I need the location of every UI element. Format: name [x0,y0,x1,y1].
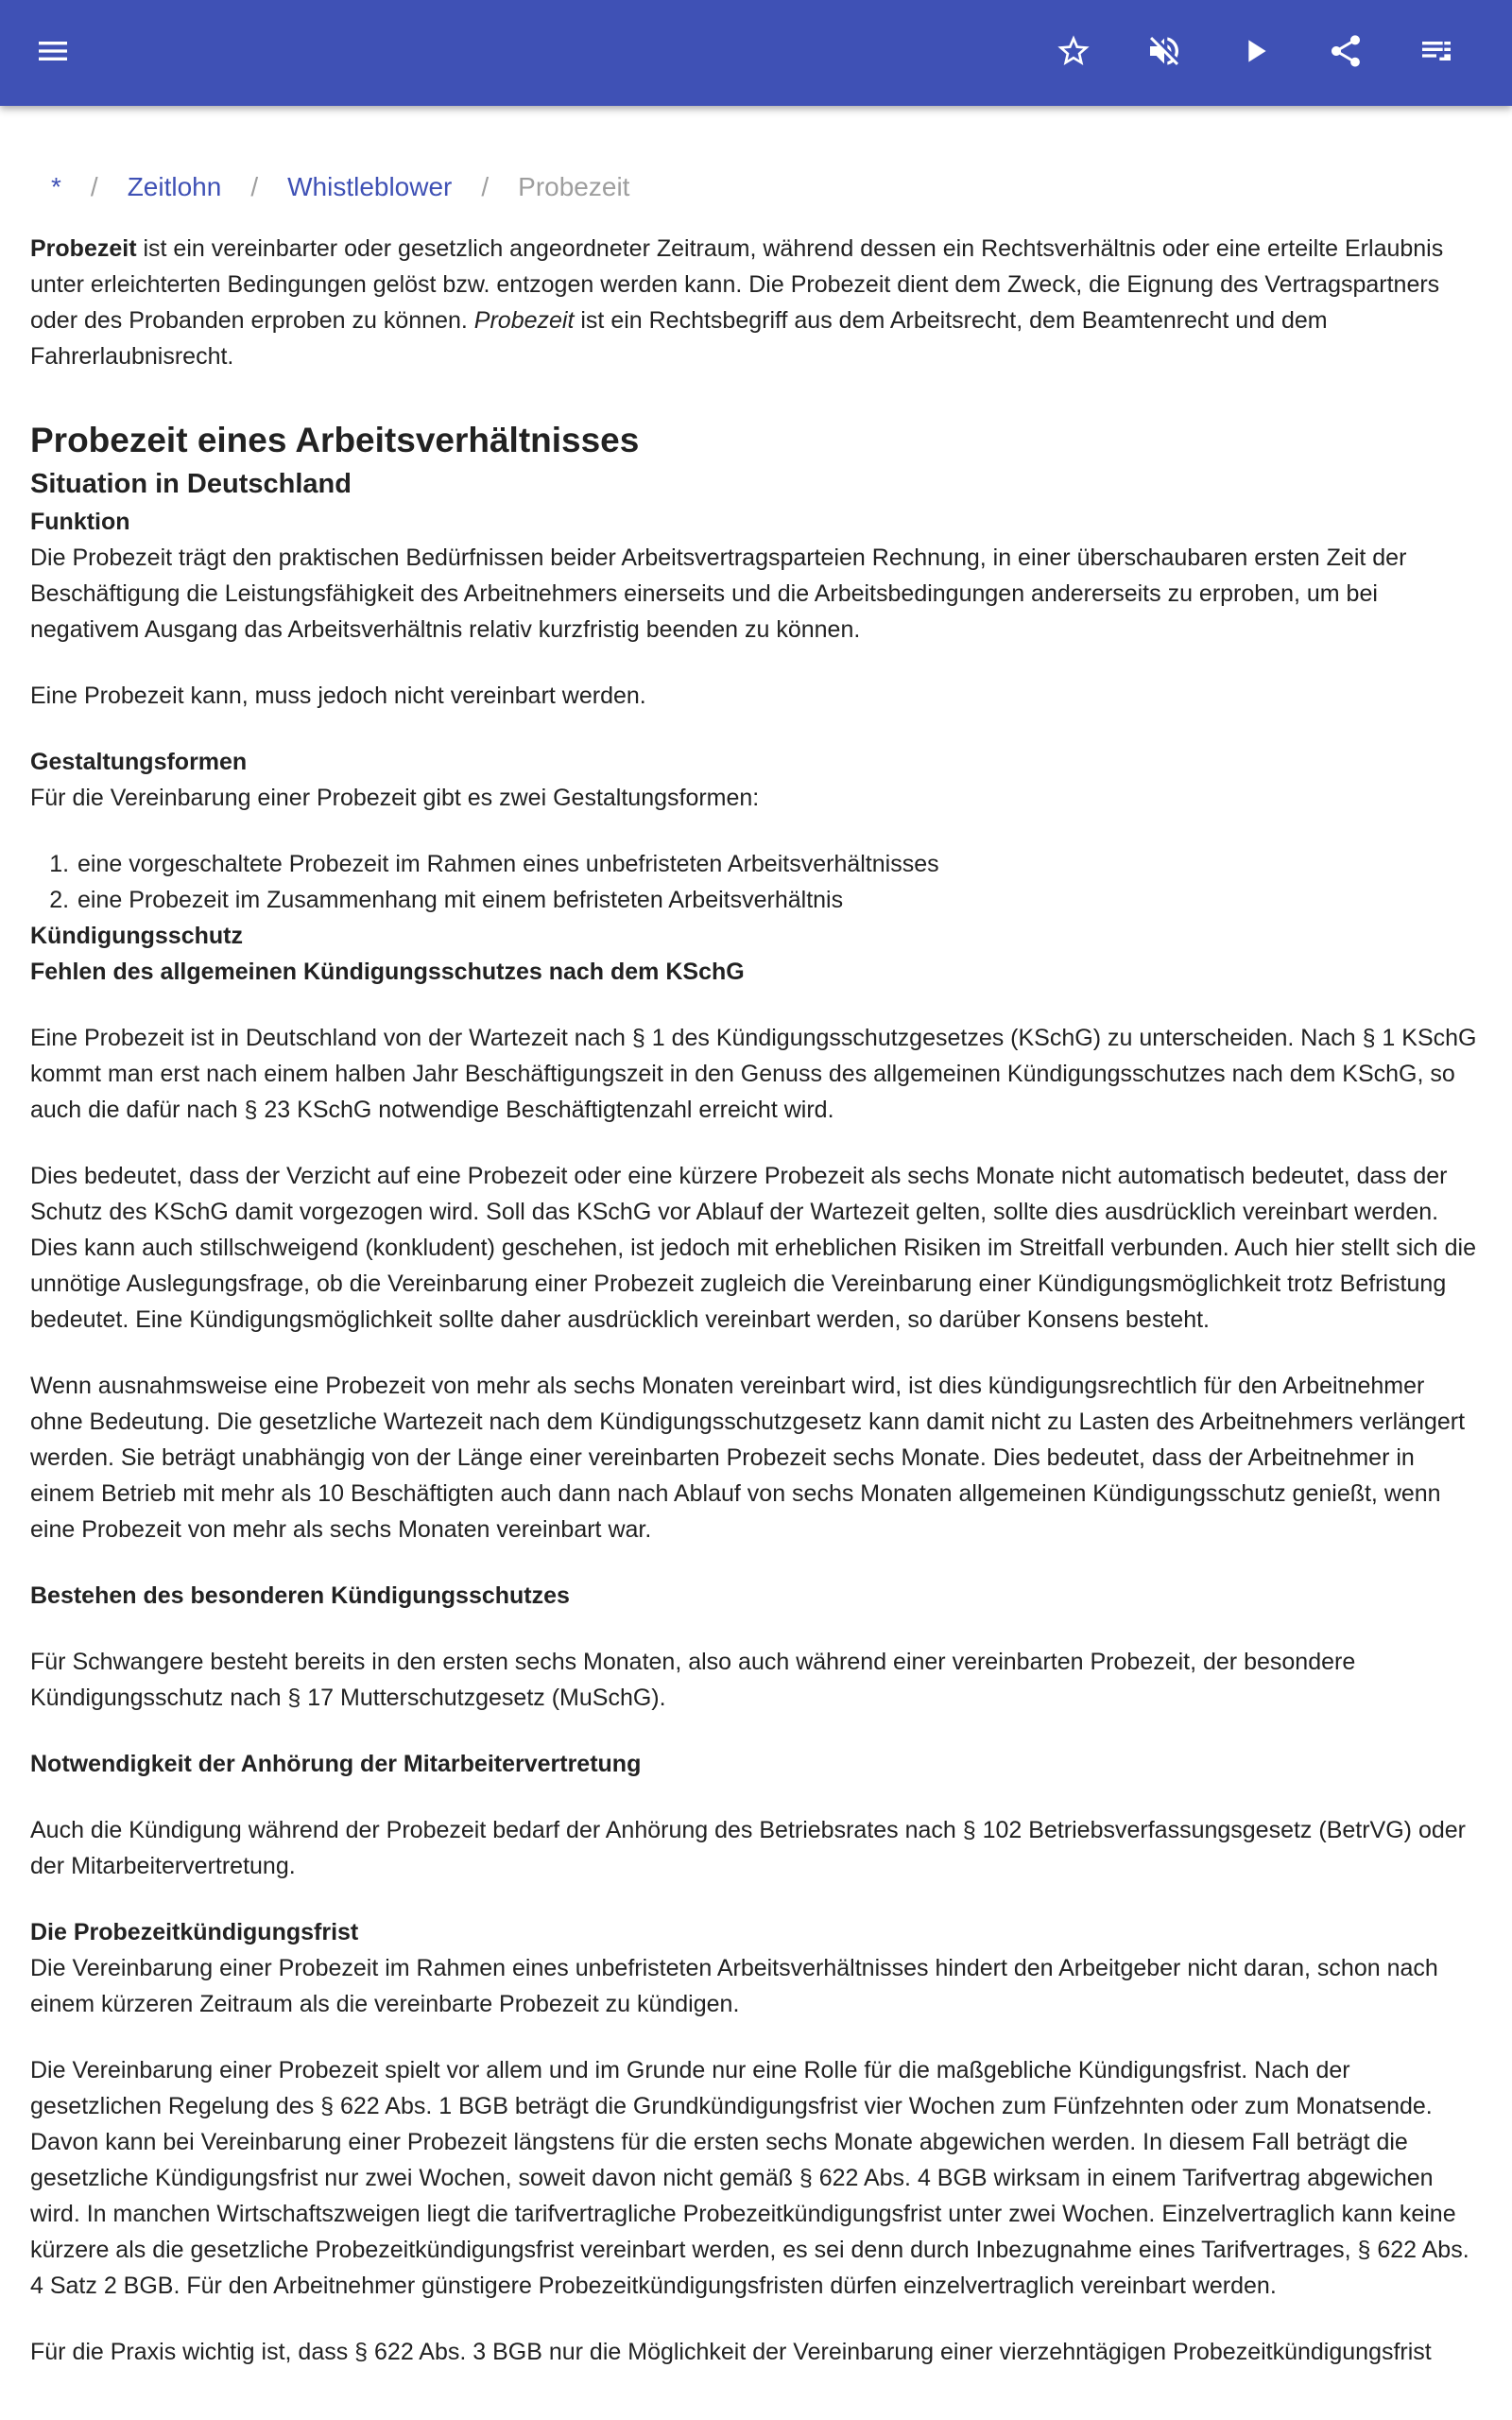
intro-text-1: ist ein vereinbarter oder gesetzlich angeordneter Zeitraum, während dessen ein Rechtsverhältnis oder eine erteilte Erlaubnis unter erleichterten Bedingungen gelöst bzw. entzogen werden kann. Die Probezeit dient dem Zweck, die Eignung des Vertragspartners oder des Probanden erproben zu können. [30,235,1444,334]
breadcrumb-separator: / [90,172,98,201]
frist-paragraph-1: Die Vereinbarung einer Probezeit im Rahmen eines unbefristeten Arbeitsverhältnisses hindert den Arbeitgeber nicht daran, schon nach einem kürzeren Zeitraum als die vereinbarte Probezeit zu kündigen. [30,1955,1438,2017]
gestaltung-paragraph: Für die Vereinbarung einer Probezeit gibt es zwei Gestaltungsformen: [30,785,760,811]
breadcrumb [30,170,1482,204]
breadcrumb-separator: / [250,172,259,201]
besonderer-schutz-subheading: Bestehen des besonderen Kündigungsschutzes [30,1582,570,1609]
frist-paragraph-2: Die Vereinbarung einer Probezeit spielt vor allem und im Grunde nur eine Rolle für die maßgebliche Kündigungsfrist. Nach der gesetzlichen Regelung des § 622 Abs. 1 BGB beträgt die Grundkündigungsfrist vier Wochen zum Fünfzehnten oder zum Monatsende. Davon kann bei Vereinbarung einer Probezeit längstens für die ersten sechs Monate abgewichen werden. In diesem Fall beträgt die gesetzliche Kündigungsfrist nur zwei Wochen, soweit davon nicht gemäß § 622 Abs. 4 BGB wirksam in einem Tarifvertrag abgewichen wird. In manchen Wirtschaftszweigen liegt die tarifvertragliche Probezeitkündigungsfrist unter zwei Wochen. Einzelvertraglich kann keine kürzere als die gesetzliche Probezeitkündigungsfrist vereinbart werden, es sei denn durch Inbezugnahme eines Tarifvertrages, § 622 Abs. 4 Satz 2 BGB. Für den Arbeitnehmer günstigere Probezeitkündigungsfristen dürfen einzelvertraglich vereinbart werden. [30,2057,1469,2299]
kschg-subheading: Fehlen des allgemeinen Kündigungsschutzes nach dem KSchG [30,959,745,985]
gestaltung-list [30,846,1482,918]
subsection-heading: Situation in Deutschland [30,469,352,499]
app-toolbar [0,0,1512,106]
intro-paragraph [30,231,1482,374]
volume-off-icon [1145,32,1183,75]
breadcrumb-separator: / [481,172,490,201]
contents-button[interactable] [1408,25,1465,81]
playlist-icon [1418,32,1455,75]
menu-button[interactable] [25,25,81,81]
funktion-paragraph: Die Probezeit trägt den praktischen Bedürfnissen beider Arbeitsvertragsparteien Rechnung, in einer überschaubaren ersten Zeit der Beschäftigung die Leistungsfähigkeit des Arbeitnehmers einerseits und die Arbeitsbedingungen andererseits zu erproben, um bei negativem Ausgang das Arbeitsverhältnis relativ kurzfristig beenden zu können. [30,544,1407,643]
mute-button[interactable] [1136,25,1193,81]
menu-icon [34,32,72,75]
intro-bold-term: Probezeit [30,235,137,262]
intro-italic-term: Probezeit [473,307,575,334]
share-icon [1327,32,1365,75]
breadcrumb-current: Probezeit [518,172,630,201]
list-item: 1. eine vorgeschaltete Probezeit im Rahmen eines unbefristeten Arbeitsverhältnisses [76,846,1482,882]
betrvg-paragraph: Auch die Kündigung während der Probezeit bedarf der Anhörung des Betriebsrates nach § 102 Betriebsverfassungsgesetz (BetrVG) oder der Mitarbeitervertretung. [30,1817,1466,1879]
kschg-paragraph-3: Wenn ausnahmsweise eine Probezeit von mehr als sechs Monaten vereinbart wird, ist dies kündigungsrechtlich für den Arbeitnehmer ohne Bedeutung. Die gesetzliche Wartezeit nach dem Kündigungsschutzgesetz kann damit nicht zu Lasten des Arbeitnehmers verlängert werden. Sie beträgt unabhängig von der Länge einer vereinbarten Probezeit sechs Monate. Dies bedeutet, dass der Arbeitnehmer in einem Betrieb mit mehr als 10 Beschäftigten auch dann nach Ablauf von sechs Monaten allgemeinen Kündigungsschutz genießt, wenn eine Probezeit von mehr als sechs Monaten vereinbart war. [30,1373,1466,1543]
gestaltung-heading: Gestaltungsformen [30,749,248,775]
share-button[interactable] [1317,25,1374,81]
intro-text-2: ist ein Rechtsbegriff aus dem Arbeitsrecht, dem Beamtenrecht und dem Fahrerlaubnisrecht. [30,307,1328,370]
anhoerung-subheading: Notwendigkeit der Anhörung der Mitarbeitervertretung [30,1751,642,1777]
favorite-button[interactable] [1045,25,1102,81]
frist-heading: Die Probezeitkündigungsfrist [30,1919,359,1945]
play-icon [1236,32,1274,75]
star-icon [1055,32,1092,75]
funktion-heading: Funktion [30,509,130,535]
article [30,106,1482,2370]
muschg-paragraph: Für Schwangere besteht bereits in den ersten sechs Monaten, also auch während einer vereinbarten Probezeit, der besondere Kündigungsschutz nach § 17 Mutterschutzgesetz (MuSchG). [30,1649,1356,1711]
section-heading: Probezeit eines Arbeitsverhältnisses [30,421,640,459]
funktion-paragraph-2: Eine Probezeit kann, muss jedoch nicht vereinbart werden. [30,683,646,709]
frist-paragraph-3: Für die Praxis wichtig ist, dass § 622 Abs. 3 BGB nur die Möglichkeit der Vereinbarung einer vierzehntägigen Probezeitkündigungsfrist [30,2339,1432,2365]
breadcrumb-link-zeitlohn[interactable]: Zeitlohn [127,172,222,201]
kschg-paragraph-1: Eine Probezeit ist in Deutschland von der Wartezeit nach § 1 des Kündigungsschutzgesetzes (KSchG) zu unterscheiden. Nach § 1 KSchG kommt man erst nach einem halben Jahr Beschäftigungszeit in den Genuss des allgemeinen Kündigungsschutzes nach dem KSchG, so auch die dafür nach § 23 KSchG notwendige Beschäftigtenzahl erreicht wird. [30,1025,1477,1123]
breadcrumb-link-whistleblower[interactable]: Whistleblower [287,172,453,201]
breadcrumb-link-home[interactable]: * [51,172,61,201]
play-button[interactable] [1227,25,1283,81]
kuendigungsschutz-heading: Kündigungsschutz [30,923,243,949]
kschg-paragraph-2: Dies bedeutet, dass der Verzicht auf eine Probezeit oder eine kürzere Probezeit als sechs Monate nicht automatisch bedeutet, dass der Schutz des KSchG damit vorgezogen wird. Soll das KSchG vor Ablauf der Wartezeit gelten, sollte dies ausdrücklich vereinbart werden. Dies kann auch stillschweigend (konkludent) geschehen, ist jedoch mit erheblichen Risiken im Streitfall verbunden. Auch hier stellt sich die unnötige Auslegungsfrage, ob die Vereinbarung einer Probezeit zugleich die Vereinbarung einer Kündigungsmöglichkeit trotz Befristung bedeutet. Eine Kündigungsmöglichkeit sollte daher ausdrücklich vereinbart werden, so darüber Konsens besteht. [30,1163,1476,1333]
list-item: 2. eine Probezeit im Zusammenhang mit einem befristeten Arbeitsverhältnis [76,882,1482,918]
